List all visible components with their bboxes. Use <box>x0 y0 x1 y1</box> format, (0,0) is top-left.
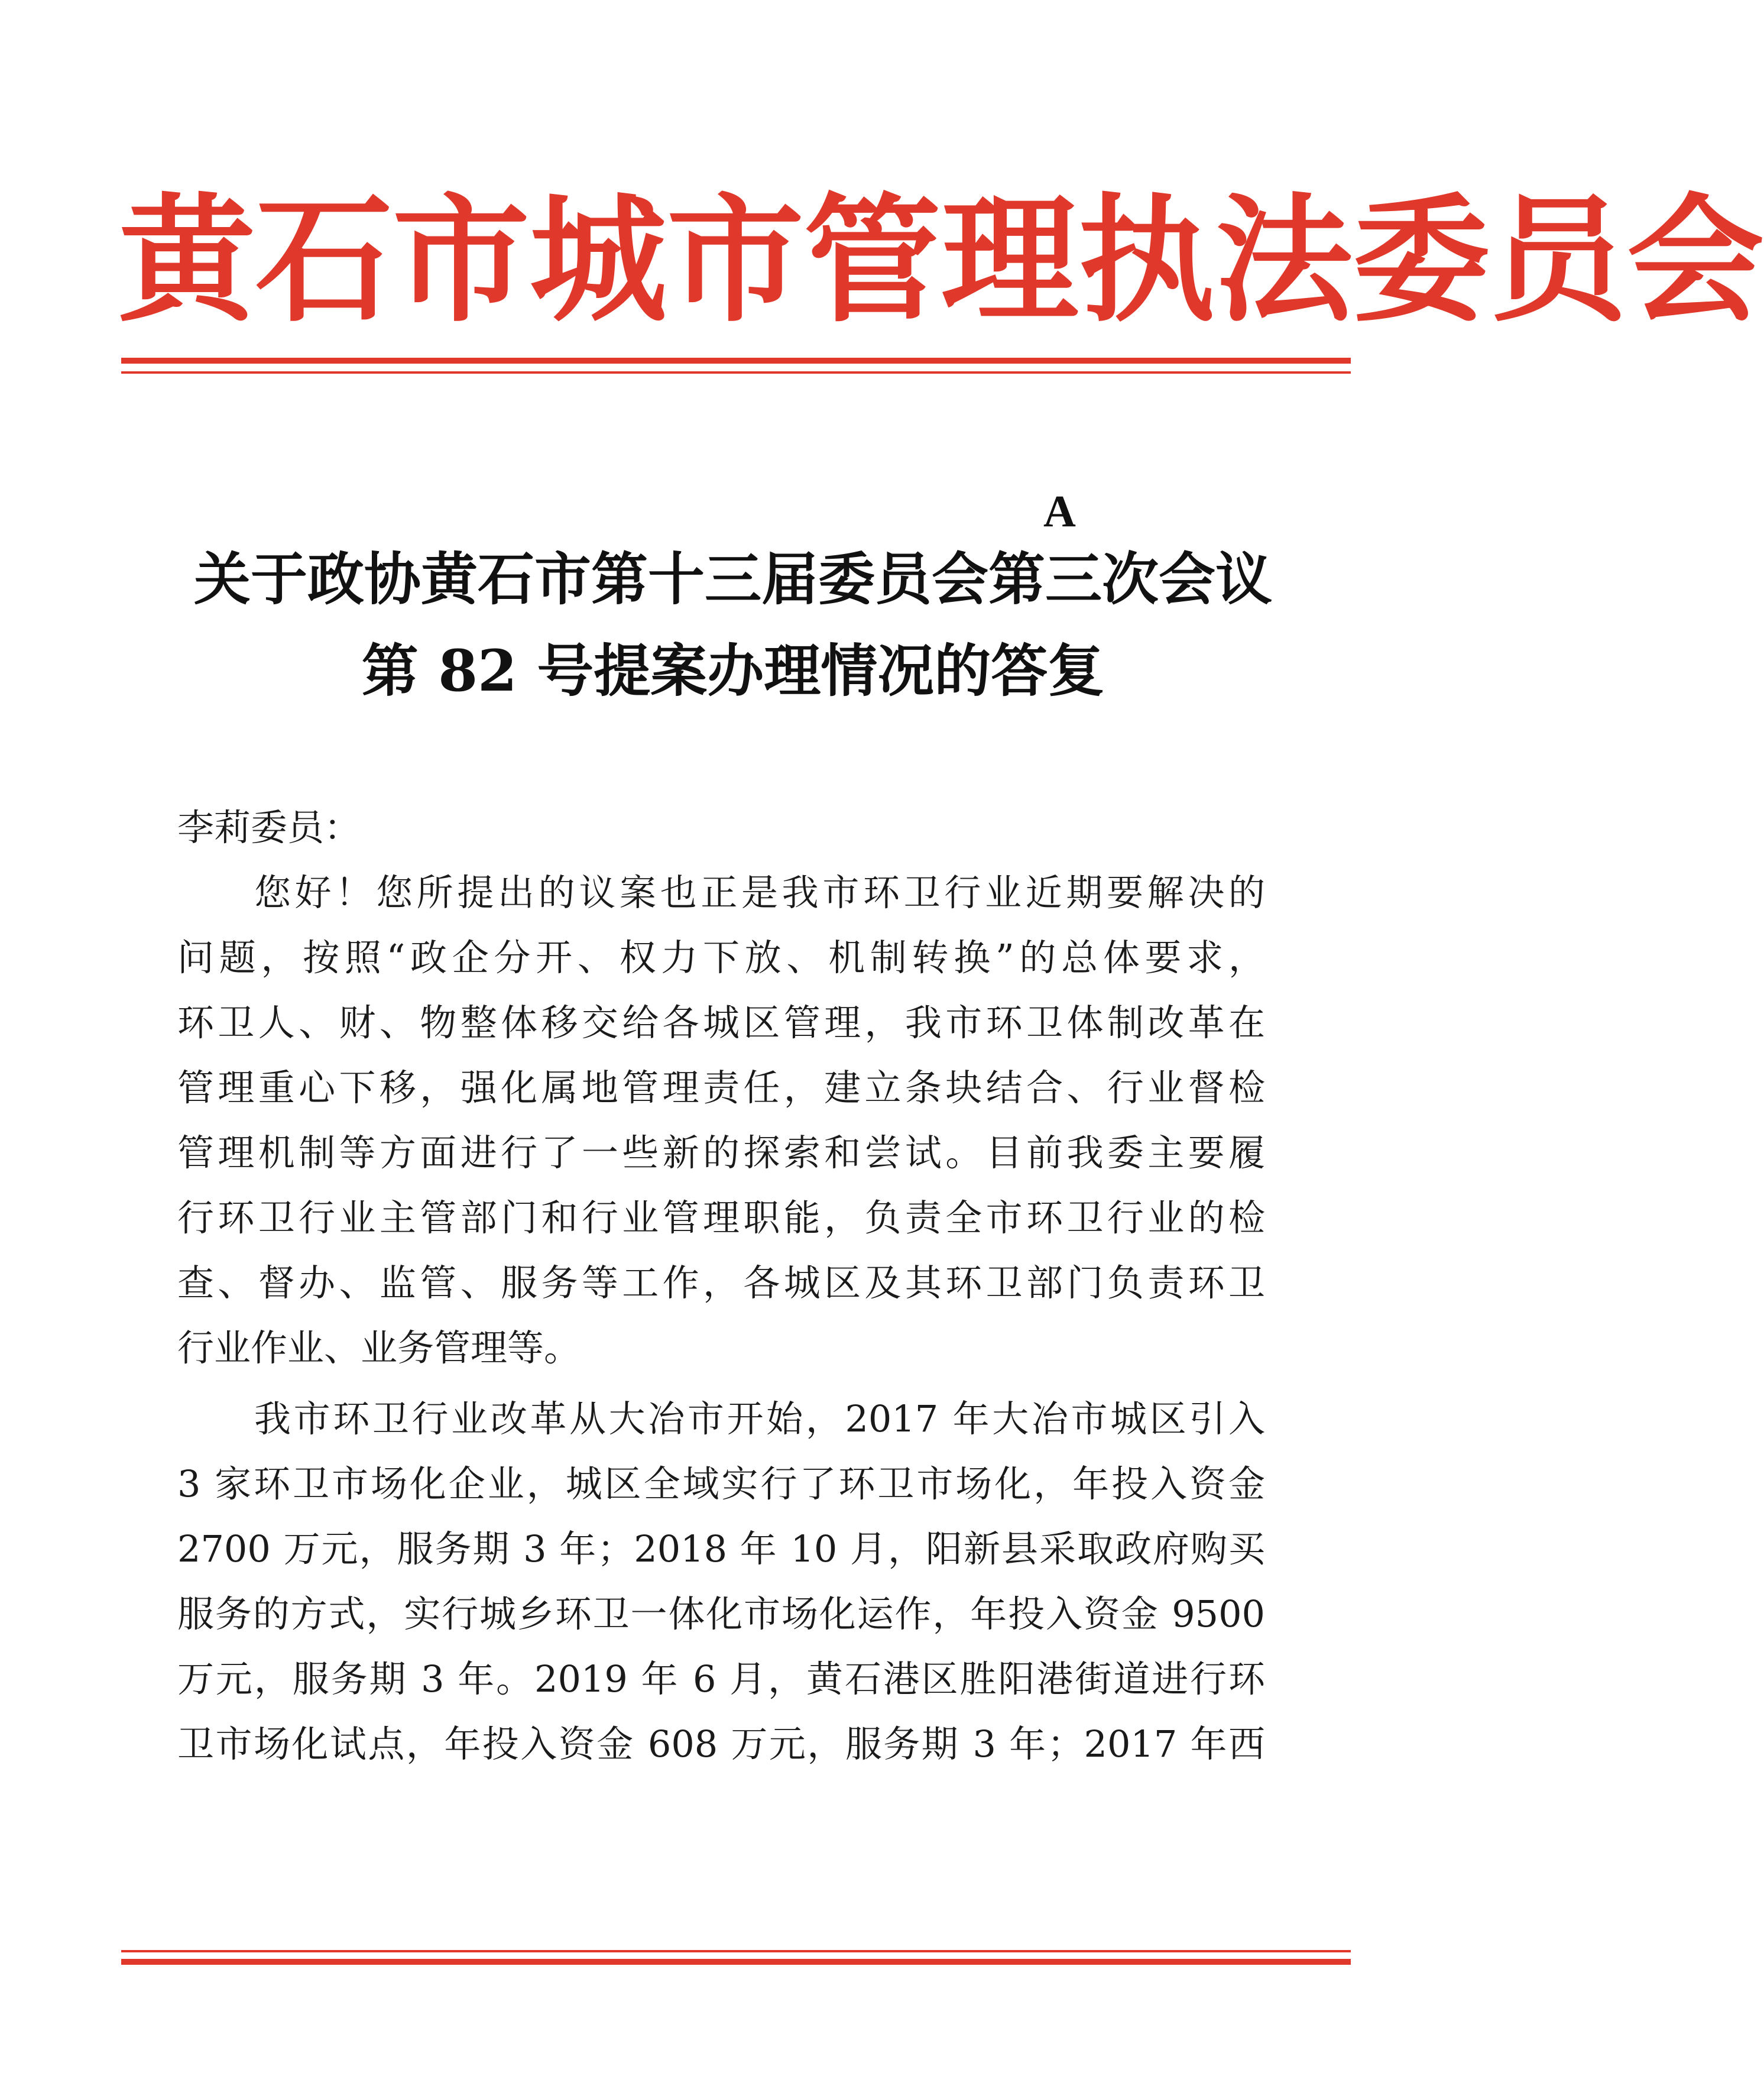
body-line-9: 我市环卫行业改革从大冶市开始，2017 年大冶市城区引入 <box>254 1397 1265 1440</box>
body-line-10: 3 家环卫市场化企业，城区全域实行了环卫市场化，年投入资金 <box>177 1462 1265 1505</box>
classification-mark: A <box>1043 487 1076 536</box>
header-rule-thick <box>121 358 1351 364</box>
body-line-1: 您好！您所提出的议案也正是我市环卫行业近期要解决的 <box>254 871 1265 914</box>
body-line-4: 管理重心下移，强化属地管理责任，建立条块结合、行业督检 <box>177 1066 1265 1109</box>
body-line-2: 问题，按照“政企分开、权力下放、机制转换”的总体要求， <box>177 936 1265 979</box>
body-line-6: 行环卫行业主管部门和行业管理职能，负责全市环卫行业的检 <box>177 1196 1265 1239</box>
masthead-title: 黄石市城市管理执法委员会 <box>118 179 1764 341</box>
footer-rule-thin <box>121 1950 1351 1952</box>
body-line-12: 服务的方式，实行城乡环卫一体化市场化运作，年投入资金 9500 <box>177 1592 1265 1635</box>
document-title-line-1: 关于政协黄石市第十三届委员会第三次会议 <box>194 546 1272 613</box>
header-rule-thin <box>121 371 1351 374</box>
body-line-11: 2700 万元，服务期 3 年；2018 年 10 月，阳新县采取政府购买 <box>177 1527 1265 1570</box>
footer-rule-thick <box>121 1959 1351 1965</box>
document-title-line-2: 第 82 号提案办理情况的答复 <box>361 637 1105 704</box>
body-line-8: 行业作业、业务管理等。 <box>177 1326 581 1369</box>
body-line-5: 管理机制等方面进行了一些新的探索和尝试。目前我委主要履 <box>177 1131 1265 1174</box>
salutation: 李莉委员： <box>177 806 361 849</box>
body-line-13: 万元，服务期 3 年。2019 年 6 月，黄石港区胜阳港街道进行环 <box>177 1657 1265 1700</box>
body-line-14: 卫市场化试点，年投入资金 608 万元，服务期 3 年；2017 年西 <box>177 1722 1265 1766</box>
body-line-7: 查、督办、监管、服务等工作，各城区及其环卫部门负责环卫 <box>177 1261 1265 1304</box>
body-line-3: 环卫人、财、物整体移交给各城区管理，我市环卫体制改革在 <box>177 1001 1265 1044</box>
